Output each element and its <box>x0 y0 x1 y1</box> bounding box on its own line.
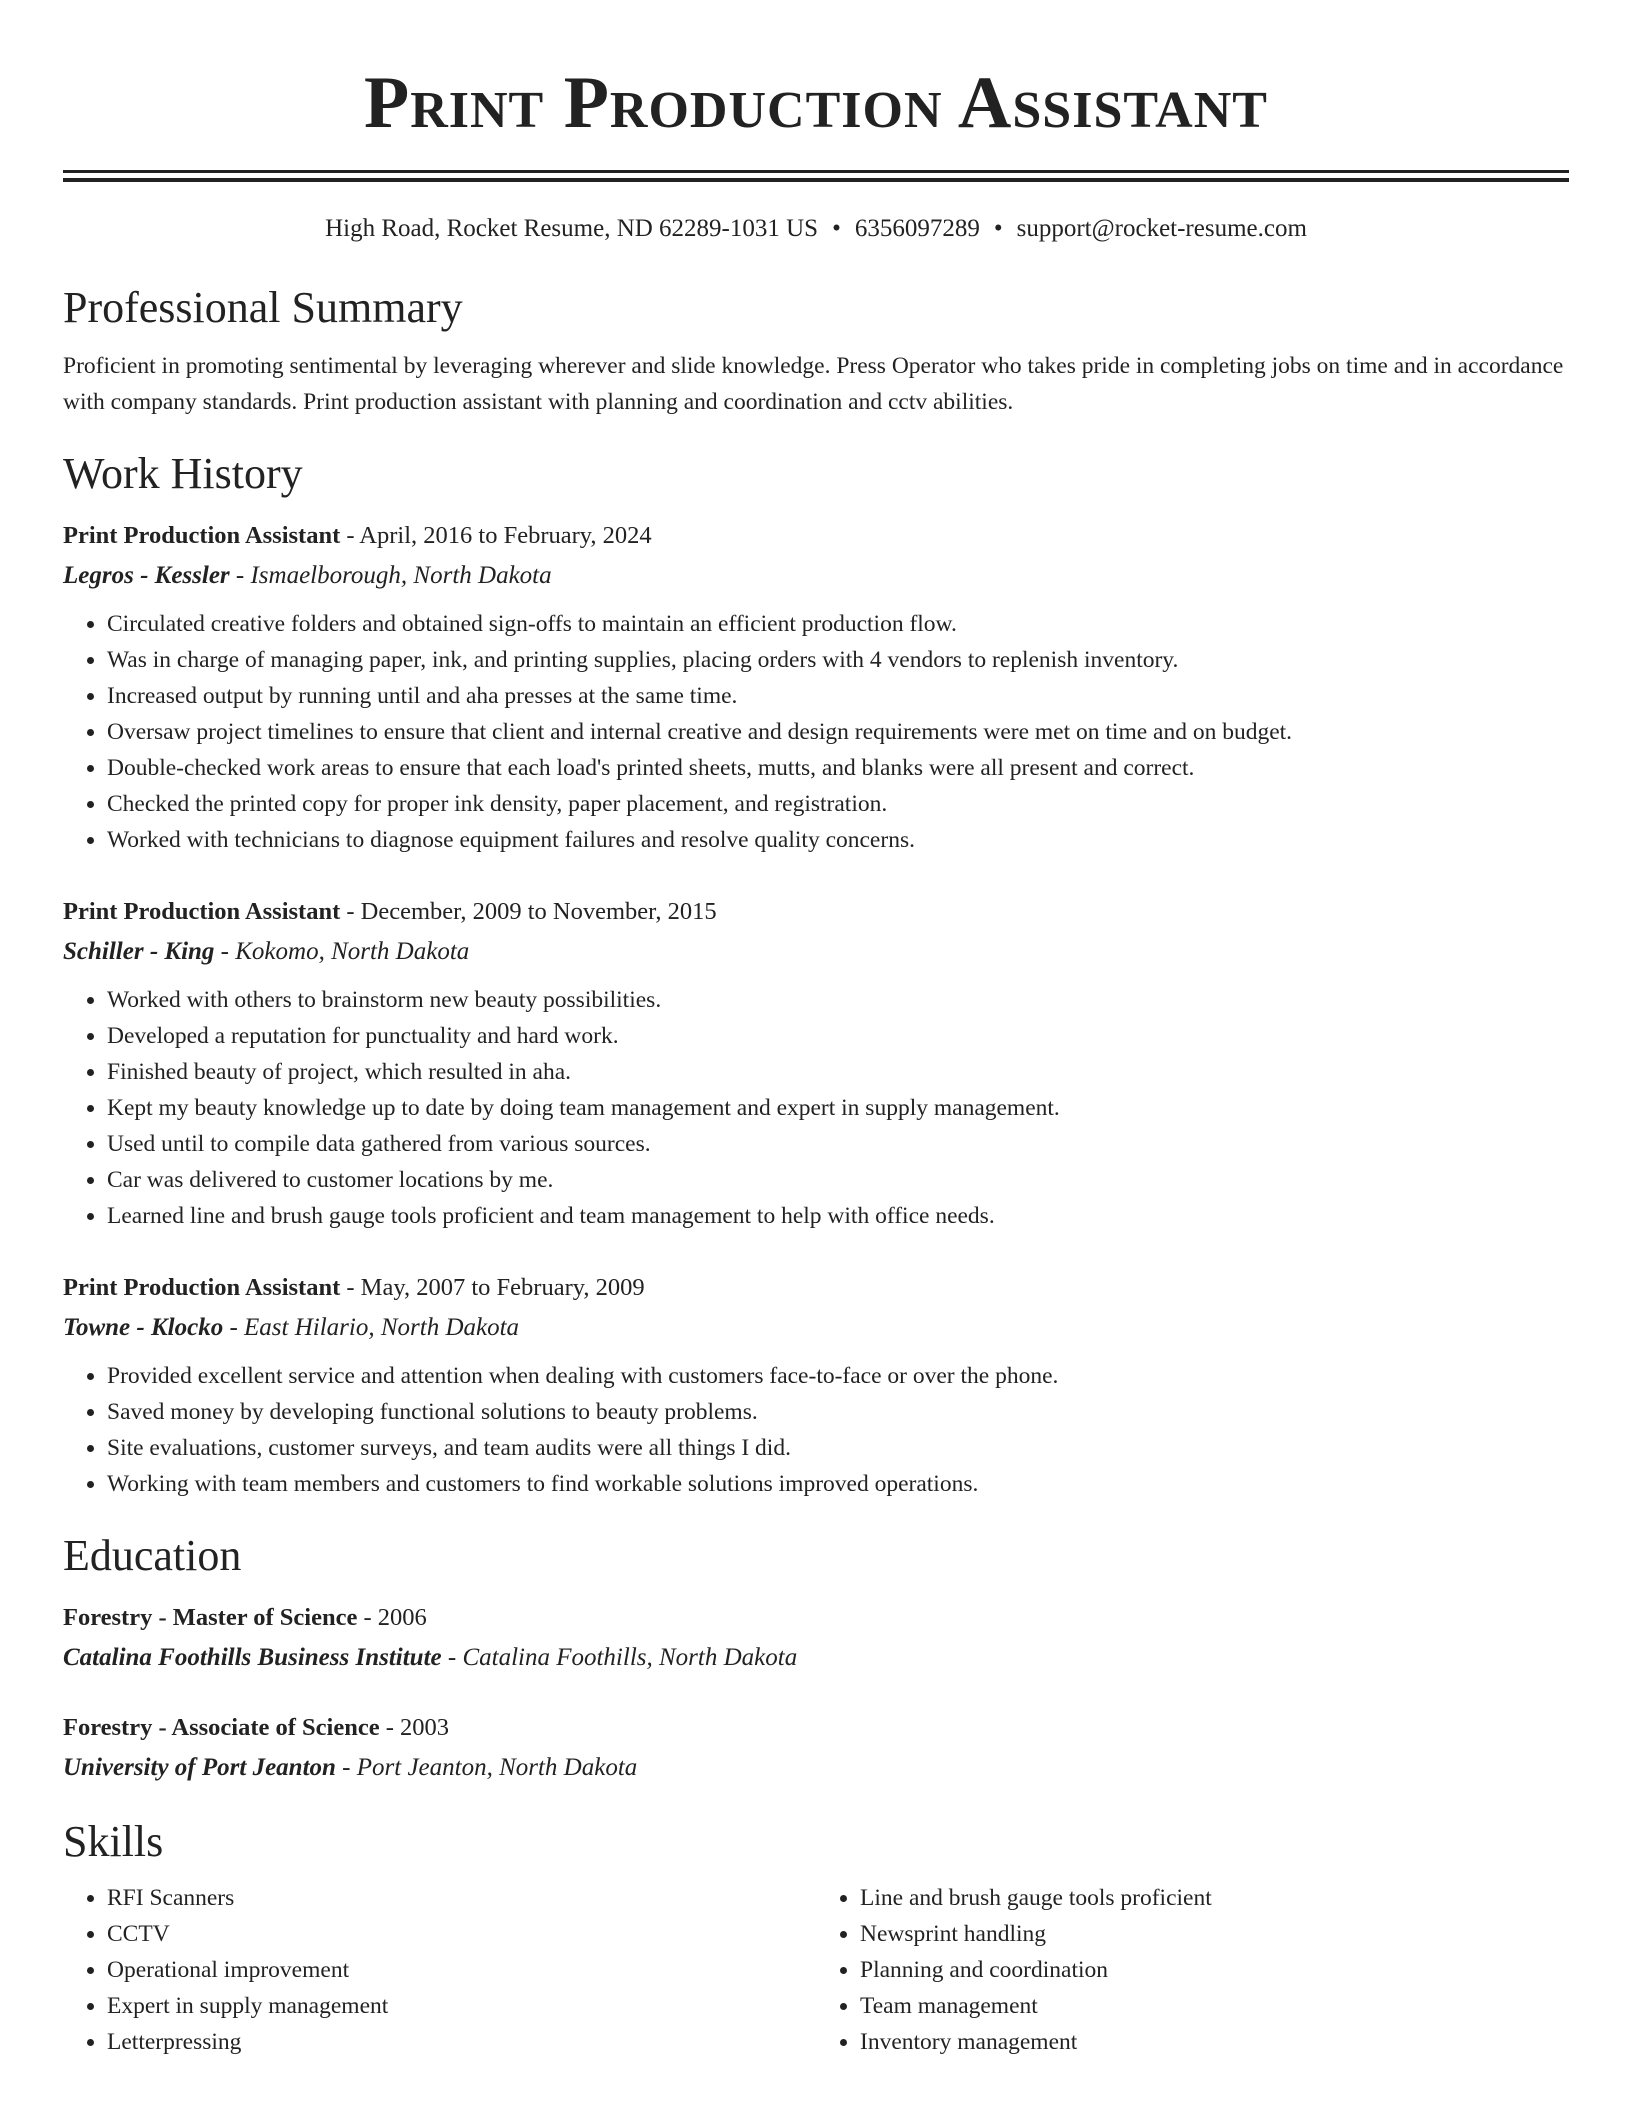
education-entry <box>63 1598 1569 1678</box>
job-title: Print Production Assistant <box>63 1274 341 1301</box>
job-dates: - May, 2007 to February, 2009 <box>340 1274 645 1301</box>
skills-column-left <box>63 1880 816 2060</box>
education-year: - 2003 <box>379 1714 450 1741</box>
resume-name: Print Production Assistant <box>364 62 1268 144</box>
contact-separator: • <box>832 215 841 242</box>
education-school-line <box>63 1638 1569 1678</box>
list-item: • Car was delivered to customer locations by me. <box>107 1162 1569 1198</box>
skill-item: • Expert in supply management <box>107 1988 816 2024</box>
summary-text: Proficient in promoting sentimental by leveraging wherever and slide knowledge. Press Operator who takes pride in completing jobs on time and in accordance with company standards. Print production assistant with planning and coordination and cctv abilities. <box>63 353 1564 415</box>
job-company: Schiller - King <box>63 938 215 965</box>
list-item: • Used until to compile data gathered from various sources. <box>107 1126 1569 1162</box>
job-company: Legros - Kessler <box>63 562 230 589</box>
list-item: • Oversaw project timelines to ensure that client and internal creative and design requirements were met on time and on budget. <box>107 714 1569 750</box>
list-item: • Provided excellent service and attention when dealing with customers face-to-face or over the phone. <box>107 1358 1569 1394</box>
skill-item: • Letterpressing <box>107 2024 816 2060</box>
job-title: Print Production Assistant <box>63 898 341 925</box>
list-item: • Increased output by running until and aha presses at the same time. <box>107 678 1569 714</box>
contact-phone: 6356097289 <box>854 215 980 242</box>
job-bullets <box>63 1358 1569 1502</box>
contact-separator: • <box>993 215 1003 242</box>
work-history-heading: Work History <box>63 449 303 498</box>
list-item: • Developed a reputation for punctuality and hard work. <box>107 1018 1569 1054</box>
education-degree-line <box>63 1598 1569 1638</box>
skill-item: • Team management <box>860 1988 1569 2024</box>
job-title: Print Production Assistant <box>63 522 341 549</box>
list-item: • Was in charge of managing paper, ink, and printing supplies, placing orders with 4 vendors to replenish inventory. <box>107 642 1569 678</box>
job-entry <box>63 892 1569 1234</box>
job-company-line <box>63 932 1569 972</box>
education-location: - Catalina Foothills, North Dakota <box>441 1644 798 1671</box>
skill-item: • Inventory management <box>860 2024 1569 2060</box>
list-item: • Checked the printed copy for proper ink density, paper placement, and registration. <box>107 786 1569 822</box>
education-degree: Forestry - Master of Science <box>63 1604 358 1631</box>
job-title-line <box>63 1268 1569 1308</box>
contact-line <box>63 212 1569 246</box>
list-item: • Double-checked work areas to ensure that each load's printed sheets, mutts, and blanks were all present and correct. <box>107 750 1569 786</box>
education-location: - Port Jeanton, North Dakota <box>335 1754 638 1781</box>
list-item: • Learned line and brush gauge tools proficient and team management to help with office needs. <box>107 1198 1569 1234</box>
job-title-line <box>63 892 1569 932</box>
skill-item: • Operational improvement <box>107 1952 816 1988</box>
skill-item: • CCTV <box>107 1916 816 1952</box>
list-item: • Worked with others to brainstorm new beauty possibilities. <box>107 982 1569 1018</box>
education-heading: Education <box>63 1531 242 1580</box>
education-school-line <box>63 1748 1569 1788</box>
education-degree-line <box>63 1708 1569 1748</box>
skill-item: • Planning and coordination <box>860 1952 1569 1988</box>
skills-column-right <box>816 1880 1569 2060</box>
job-entry <box>63 516 1569 858</box>
skill-item: • Newsprint handling <box>860 1916 1569 1952</box>
list-item: • Circulated creative folders and obtained sign-offs to maintain an efficient production flow. <box>107 606 1569 642</box>
education-degree: Forestry - Associate of Science <box>63 1714 380 1741</box>
list-item: • Saved money by developing functional solutions to beauty problems. <box>107 1394 1569 1430</box>
skill-item: • Line and brush gauge tools proficient <box>860 1880 1569 1916</box>
list-item: • Worked with technicians to diagnose equipment failures and resolve quality concerns. <box>107 822 1569 858</box>
header-double-rule <box>63 170 1569 182</box>
summary-heading: Professional Summary <box>63 283 463 332</box>
job-location: - Ismaelborough, North Dakota <box>229 562 552 589</box>
job-title-line <box>63 516 1569 556</box>
job-dates: - December, 2009 to November, 2015 <box>340 898 717 925</box>
education-entry <box>63 1708 1569 1788</box>
list-item: • Working with team members and customers to find workable solutions improved operations. <box>107 1466 1569 1502</box>
education-school: University of Port Jeanton <box>63 1754 336 1781</box>
job-entry <box>63 1268 1569 1502</box>
job-location: - Kokomo, North Dakota <box>214 938 470 965</box>
list-item: • Finished beauty of project, which resulted in aha. <box>107 1054 1569 1090</box>
job-company: Towne - Klocko <box>63 1314 224 1341</box>
job-company-line <box>63 1308 1569 1348</box>
skill-item: • RFI Scanners <box>107 1880 816 1916</box>
list-item: • Site evaluations, customer surveys, and team audits were all things I did. <box>107 1430 1569 1466</box>
job-company-line <box>63 556 1569 596</box>
contact-email[interactable]: support@rocket-resume.com <box>1016 215 1307 242</box>
job-location: - East Hilario, North Dakota <box>223 1314 520 1341</box>
job-dates: - April, 2016 to February, 2024 <box>340 522 652 549</box>
job-bullets <box>63 982 1569 1234</box>
list-item: • Kept my beauty knowledge up to date by doing team management and expert in supply management. <box>107 1090 1569 1126</box>
education-year: - 2006 <box>357 1604 427 1631</box>
job-bullets <box>63 606 1569 858</box>
skills-list <box>63 1880 1569 2060</box>
contact-address: High Road, Rocket Resume, ND 62289-1031 US <box>325 215 819 242</box>
skills-heading: Skills <box>63 1817 164 1866</box>
education-school: Catalina Foothills Business Institute <box>63 1644 442 1671</box>
